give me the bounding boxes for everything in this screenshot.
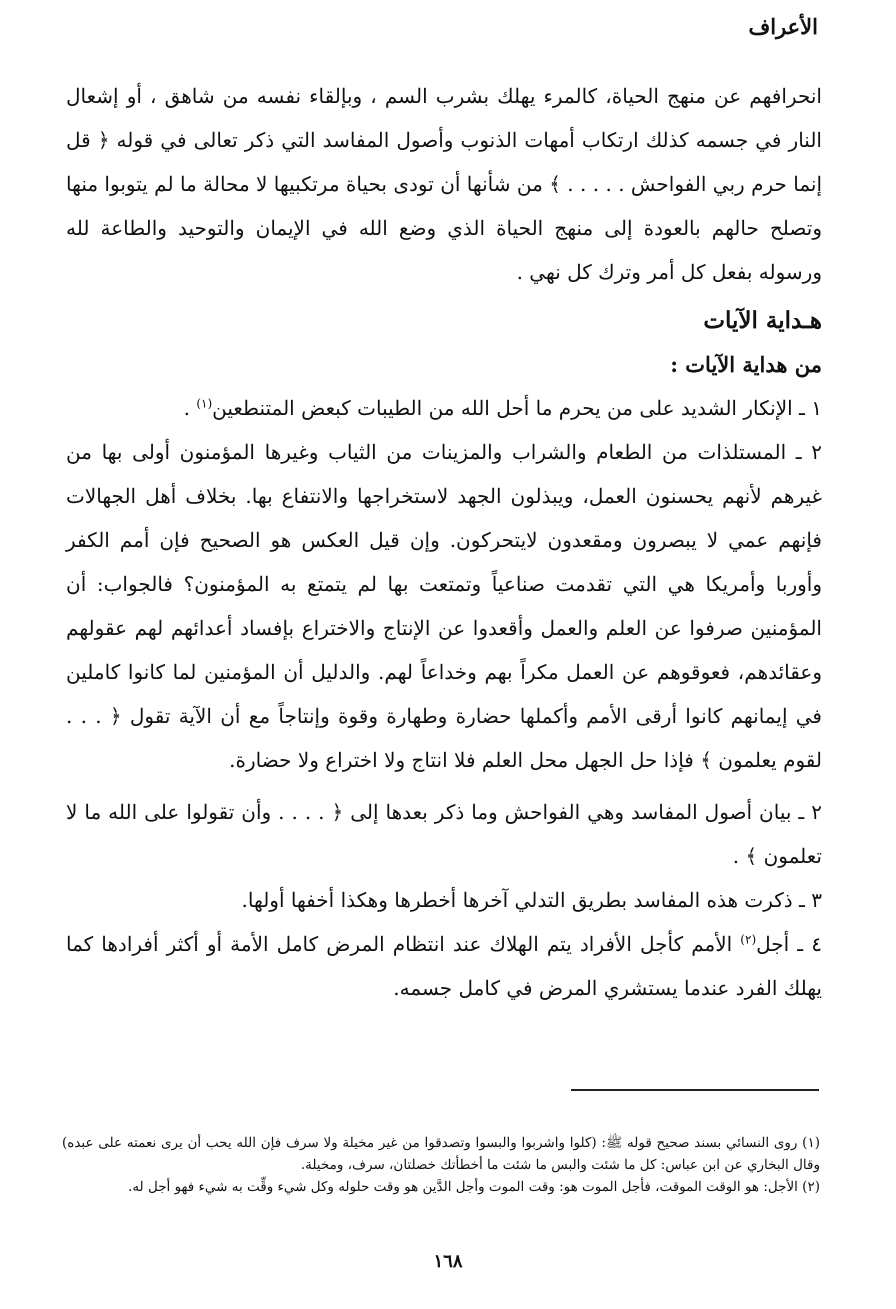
item-text: ٤ ـ أجل	[756, 932, 822, 956]
footnote-ref-2: (٢)	[740, 932, 757, 947]
footnote-divider	[571, 1089, 819, 1091]
footnote-1: (١) روى النسائي بسند صحيح قوله ﷺ: (كلوا واشربوا والبسوا وتصدقوا من غير مخيلة ولا سرف فإن الله يحب أن يرى نعمته على عبده) وقال البخاري عن ابن عباس: كل ما شئت والبس ما شئت ما أخطأتك خصلتان، سرف، ومخيلة.	[62, 1135, 820, 1173]
guidance-item-3: ٢ ـ بيان أصول المفاسد وهي الفواحش وما ذكر بعدها إلى ﴿ . . . . وأن تقولوا على الله ما لا تعلمون ﴾ .	[66, 800, 822, 868]
intro-paragraph: انحرافهم عن منهج الحياة، كالمرء يهلك بشرب السم ، وبإلقاء نفسه من شاهق ، أو إشعال النار في جسمه كذلك ارتكاب أمهات الذنوب وأصول المفاسد التي ذكر تعالى في قوله ﴿ قل إنما حرم ربي الفواحش . . . . . ﴾ من شأنها أن تودى بحياة مرتكبيها لا محالة ما لم يتوبوا منها وتصلح حالهم بالعودة إلى منهج الحياة الذي وضع الله في الإيمان والتوحيد والطاعة لله ورسوله بفعل كل أمر وترك كل نهي .	[66, 84, 822, 284]
guidance-item-5	[66, 922, 822, 1010]
footnote-ref-1: (١)	[196, 396, 213, 411]
main-text	[66, 74, 822, 1010]
footnote-2: (٢) الأجل: هو الوقت الموقت، فأجل الموت هو: وقت الموت وأجل الدَّين هو وقت حلوله وكل شيء وقِّت به شيء فهو أجل له.	[128, 1179, 820, 1195]
item-text-end: الأمم كأجل الأفراد يتم الهلاك عند انتظام المرض كامل الأمة أو أكثر أفرادها كما يهلك الفرد عندما يستشري المرض في كامل جسمه.	[66, 932, 822, 1000]
page-number: ١٦٨	[433, 1251, 463, 1272]
footnotes	[62, 1132, 820, 1198]
running-header: الأعراف	[748, 14, 818, 39]
item-text-end: .	[183, 396, 197, 420]
section-intro: من هداية الآيات :	[670, 352, 822, 377]
section-heading: هـداية الآيات	[703, 307, 822, 334]
item-text: ١ ـ الإنكار الشديد على من يحرم ما أحل الله من الطيبات كبعض المتنطعين	[212, 396, 822, 420]
guidance-item-4: ٣ ـ ذكرت هذه المفاسد بطريق التدلي آخرها أخطرها وهكذا أخفها أولها.	[241, 888, 822, 912]
guidance-item-2: ٢ ـ المستلذات من الطعام والشراب والمزينات من الثياب وغيرها المؤمنون أولى بها من غيرهم لأنهم يحسنون العمل، ويبذلون الجهد لاستخراجها والانتفاع بها. بخلاف أهل الجهالات فإنهم عمي لا يبصرون ومقعدون لايتحركون. وإن قيل العكس هو الصحيح فإن أمم الكفر وأوربا وأمريكا هي التي تقدمت صناعياً وتمتعت بها لم يتمتع به المؤمنون؟ فالجواب: أن المؤمنين صرفوا عن العلم والعمل وأقعدوا عن الإنتاج والاختراع بإفساد أعدائهم لهم عقولهم وعقائدهم، فعوقوهم عن العمل مكراً بهم وخداعاً لهم. والدليل أن المؤمنين لما كانوا كاملين في إيمانهم كانوا أرقى الأمم وأكملها حضارة وطهارة وقوة وإنتاجاً مع أن الآية تقول ﴿ . . . لقوم يعلمون ﴾ فإذا حل الجهل محل العلم فلا انتاج ولا اختراع ولا حضارة.	[66, 440, 823, 772]
guidance-item-1	[66, 386, 822, 430]
